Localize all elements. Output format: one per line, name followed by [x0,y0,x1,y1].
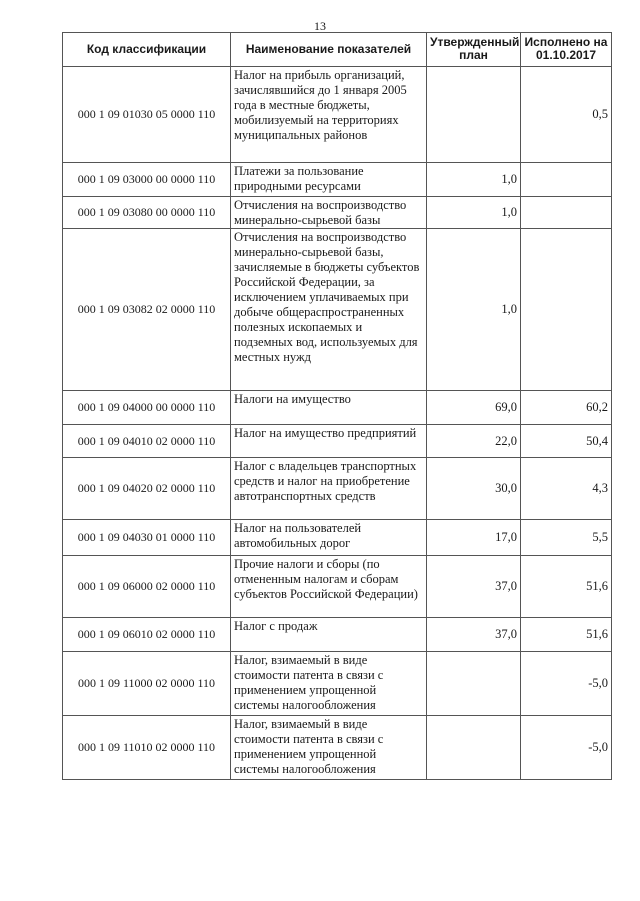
table-row [63,229,612,391]
cell-plan: 1,0 [427,229,521,391]
cell-plan [427,67,521,163]
cell-done [521,163,612,197]
cell-done: 51,6 [521,618,612,652]
cell-done: 0,5 [521,67,612,163]
cell-plan [427,652,521,716]
cell-done: 51,6 [521,556,612,618]
cell-plan: 69,0 [427,391,521,425]
cell-code: 000 1 09 11000 02 0000 110 [63,652,231,716]
cell-code: 000 1 09 03082 02 0000 110 [63,229,231,391]
cell-code: 000 1 09 11010 02 0000 110 [63,716,231,780]
header-plan: Утвержденный план [427,33,521,67]
cell-code: 000 1 09 06010 02 0000 110 [63,618,231,652]
cell-plan: 30,0 [427,458,521,520]
cell-plan [427,716,521,780]
cell-plan: 1,0 [427,197,521,229]
cell-code: 000 1 09 03000 00 0000 110 [63,163,231,197]
cell-code: 000 1 09 04000 00 0000 110 [63,391,231,425]
cell-name: Налог с владельцев транспортных средств и налог на приобретение автотранспортных средств [231,458,427,520]
cell-done: 60,2 [521,391,612,425]
cell-name: Отчисления на воспроизводство минерально-сырьевой базы [231,197,427,229]
table-row [63,556,612,618]
table-row [63,425,612,458]
table-row [63,458,612,520]
cell-name: Налог на имущество предприятий [231,425,427,458]
cell-name: Отчисления на воспроизводство минерально-сырьевой базы, зачисляемые в бюджеты субъектов Российской Федерации, за исключением уплачиваемых при добыче общераспространенных полезных ископаемых и подземных вод, используемых для местных нужд [231,229,427,391]
cell-name: Налог на пользователей автомобильных дорог [231,520,427,556]
cell-done [521,197,612,229]
cell-plan: 37,0 [427,556,521,618]
cell-name: Налоги на имущество [231,391,427,425]
cell-done: 4,3 [521,458,612,520]
cell-name: Налог на прибыль организаций, зачислявшийся до 1 января 2005 года в местные бюджеты, мобилизуемый на территориях муниципальных районов [231,67,427,163]
cell-done: 50,4 [521,425,612,458]
cell-name: Налог, взимаемый в виде стоимости патента в связи с применением упрощенной системы налогообложения [231,716,427,780]
page-number: 13 [314,19,326,33]
cell-plan: 22,0 [427,425,521,458]
table-row [63,163,612,197]
cell-done [521,229,612,391]
header-done: Исполнено на 01.10.2017 [521,33,612,67]
table-row [63,716,612,780]
cell-plan: 17,0 [427,520,521,556]
cell-code: 000 1 09 04030 01 0000 110 [63,520,231,556]
cell-plan: 37,0 [427,618,521,652]
cell-code: 000 1 09 01030 05 0000 110 [63,67,231,163]
table-row [63,197,612,229]
table-row [63,67,612,163]
cell-done: 5,5 [521,520,612,556]
cell-done: -5,0 [521,716,612,780]
table-row [63,652,612,716]
header-code: Код классификации [63,33,231,67]
cell-plan: 1,0 [427,163,521,197]
cell-code: 000 1 09 04020 02 0000 110 [63,458,231,520]
cell-name: Налог с продаж [231,618,427,652]
table-row [63,520,612,556]
table-header-row [63,33,612,67]
cell-code: 000 1 09 04010 02 0000 110 [63,425,231,458]
cell-name: Налог, взимаемый в виде стоимости патента в связи с применением упрощенной системы налогообложения [231,652,427,716]
budget-table [62,32,612,780]
cell-name: Прочие налоги и сборы (по отмененным налогам и сборам субъектов Российской Федерации) [231,556,427,618]
cell-code: 000 1 09 06000 02 0000 110 [63,556,231,618]
table-row [63,618,612,652]
table-row [63,391,612,425]
header-name: Наименование показателей [231,33,427,67]
cell-name: Платежи за пользование природными ресурсами [231,163,427,197]
cell-done: -5,0 [521,652,612,716]
cell-code: 000 1 09 03080 00 0000 110 [63,197,231,229]
